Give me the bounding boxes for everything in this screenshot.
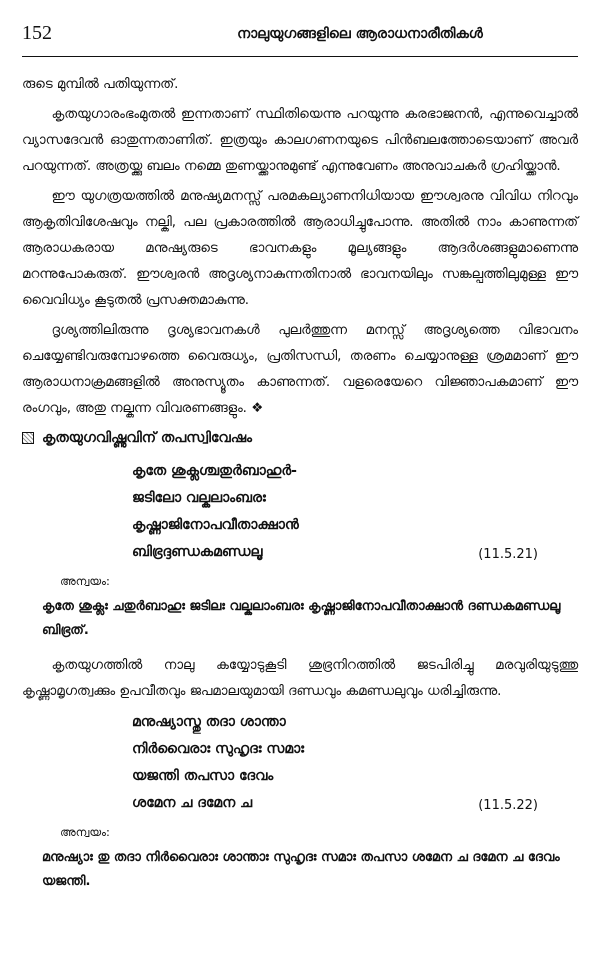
verse-line: മനുഷ്യാസ്തു തദാ ശാന്താ bbox=[132, 714, 286, 730]
anvayam-text: കൃതേ ശുക്ലഃ ചതുർബാഹുഃ ജടിലഃ വല്കലാംബരഃ കൃഷ്ണാജിനോപവീതാക്ഷാൻ ദണ്ഡകമണ്ഡലൂ ബിഭ്രത്. bbox=[42, 599, 561, 638]
paragraph: കൃതയുഗാരംഭംമുതൽ ഇന്നതാണ് സ്ഥിതിയെന്നു പറയുന്നു കരഭാജനൻ, എന്നുവെച്ചാൽ വ്യാസദേവൻ ഓതുന്നതാണിത്. ഇത്രയും കാലഗണനയുടെ പിൻബലത്തോടെയാണ് അവർ പറയുന്നത്. അത്രയ്ക്കു ബലം നമ്മെ തുണയ്ക്കാനുമുണ്ട് എന്നുവേണം അനുവാചകർ ഗ്രഹിയ്ക്കാൻ. bbox=[22, 107, 578, 174]
paragraph: ദൃശ്യത്തിലിരുന്നു ദൃശ്യഭാവനകൾ പുലർത്തുന്ന മനസ്സ് അദൃശ്യത്തെ വിഭാവനം ചെയ്യേണ്ടിവരുമ്പോഴത്തെ വൈരുധ്യം, പ്രതിസന്ധി, തരണം ചെയ്യാനുള്ള ശ്രമമാണ് ഈ ആരാധനാക്രമങ്ങളിൽ അനുസ്യൂതം കാണുന്നത്. വളരെയേറെ വിജ്ഞാപകമാണ് ഈ രംഗവും, അതു നല്കുന്ന വിവരണങ്ങളും. ❖ bbox=[22, 323, 578, 416]
verse-block bbox=[132, 709, 578, 817]
verse-reference: (11.5.22) bbox=[478, 798, 538, 813]
square-bullet-icon bbox=[22, 432, 34, 444]
paragraph: കൃതയുഗത്തിൽ നാലു കയ്യോടുകൂടി ശുഭ്രനിറത്തിൽ ജടപിരിച്ചു മരവുരിയുടുത്തു കൃഷ്ണാമൃഗത്വക്കും ഉപവീതവും ജപമാലയുമായി ദണ്ഡവും കമണ്ഡലുവും ധരിച്ചിരുന്നു. bbox=[22, 658, 578, 699]
verse-line: നിർവൈരാഃ സുഹൃദഃ സമാഃ bbox=[132, 741, 305, 757]
verse-block bbox=[132, 458, 578, 566]
paragraph: ഈ യുഗത്രയത്തിൽ മനുഷ്യമനസ്സ് പരമകല്യാണനിധിയായ ഈശ്വരനു വിവിധ നിറവും ആകൃതിവിശേഷവും നല്കി, പല പ്രകാരത്തിൽ ആരാധിച്ചുപോന്നു. അതിൽ നാം കാണുന്നത് ആരാധകരായ മനുഷ്യരുടെ ഭാവനകളും മൂല്യങ്ങളും ആദർശങ്ങളുമാണെന്നു മറന്നുപോകരുത്. ഈശ്വരൻ അദൃശ്യനാകുന്നതിനാൽ ഭാവനയിലും സങ്കല്പത്തിലുമുള്ള ഈ വൈവിധ്യം കൂടുതൽ പ്രസക്തമാകുന്നു. bbox=[22, 189, 578, 308]
verse-line: ബിഭ്രദ്ദണ്ഡകമണ്ഡലൂ bbox=[132, 544, 263, 560]
section-heading bbox=[22, 426, 578, 450]
verse-line: കൃതേ ശുക്ലശ്ചതുർബാഹുർ- bbox=[132, 463, 297, 479]
verse-line: കൃഷ്ണാജിനോപവീതാക്ഷാൻ bbox=[132, 517, 299, 533]
verse-line: യജന്തി തപസാ ദേവം bbox=[132, 768, 274, 784]
anvayam-label: അന്വയം: bbox=[60, 825, 110, 839]
anvayam-label: അന്വയം: bbox=[60, 574, 110, 588]
page-header bbox=[22, 20, 578, 54]
section-heading-text: കൃതയുഗവിഷ്ണുവിന് തപസ്വിവേഷം bbox=[42, 430, 252, 446]
page-body bbox=[22, 72, 578, 904]
anvayam-text: മനുഷ്യാഃ തു തദാ നിർവൈരാഃ ശാന്താഃ സുഹൃദഃ സമാഃ തപസാ ശമേന ച ദമേന ച ദേവം യജന്തി. bbox=[42, 850, 560, 889]
page-number: 152 bbox=[22, 22, 52, 44]
verse-line: ശമേന ച ദമേന ച bbox=[132, 795, 253, 811]
verse-reference: (11.5.21) bbox=[478, 547, 538, 562]
verse-line: ജടിലോ വല്കലാംബരഃ bbox=[132, 490, 266, 506]
running-title: നാലുയുഗങ്ങളിലെ ആരാധനാരീതികൾ bbox=[237, 26, 483, 42]
header-rule bbox=[22, 56, 578, 57]
paragraph-continued: രുടെ മുമ്പിൽ പതിയുന്നത്. bbox=[22, 77, 179, 92]
